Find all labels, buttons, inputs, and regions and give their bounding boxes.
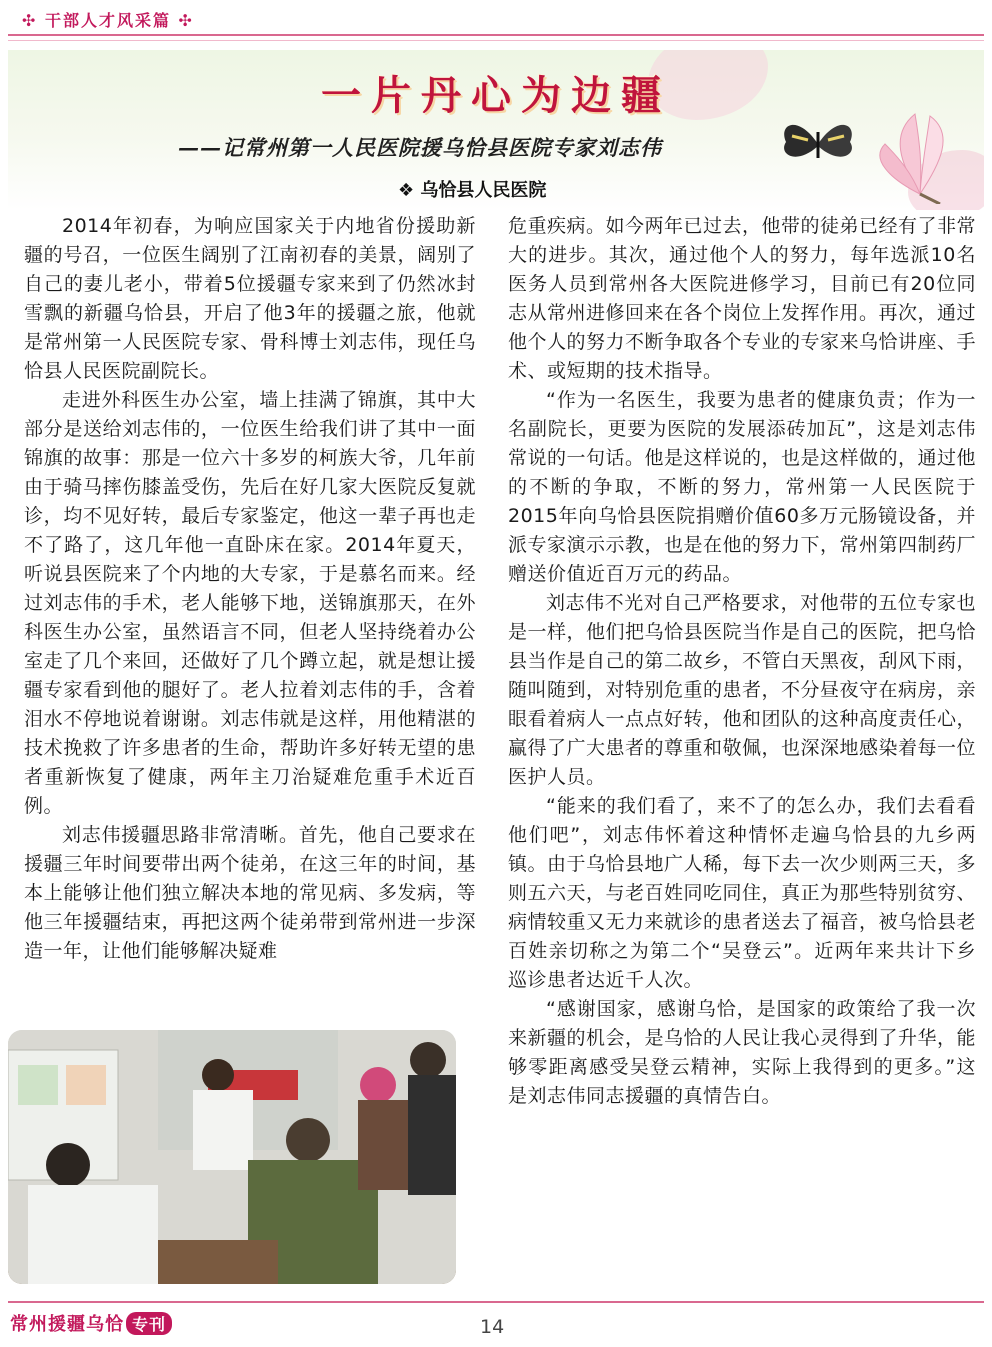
magnolia-icon [860, 104, 980, 204]
magazine-title [10, 1310, 172, 1336]
paragraph: “作为一名医生，我要为患者的健康负责；作为一名副院长，更要为医院的发展添砖加瓦”，这是刘志伟常说的一句话。他是这样说的，也是这样做的，通过他的不断的争取，不断的努力，常州第一人民医院于2015年向乌恰县医院捐赠价值60多万元肠镜设备，并派专家演示示教，也是在他的努力下，常州第四制药厂赠送价值近百万元的药品。 [508, 389, 977, 585]
article-subtitle: ——记常州第一人民医院援乌恰县医院专家刘志伟 [178, 135, 662, 160]
paragraph-continuation: 危重疾病。如今两年已过去，他带的徒弟已经有了非常大的进步。其次，通过他个人的努力，每年选派10名医务人员到常州各大医院进修学习，目前已有20位同志从常州进修回来在各个岗位上发挥作用。再次，通过他个人的努力不断争取各个专业的专家来乌恰讲座、手术、或短期的技术指导。 [508, 215, 977, 382]
footer-divider [8, 1301, 984, 1303]
paragraph: 走进外科医生办公室，墙上挂满了锦旗，其中大部分是送给刘志伟的，一位医生给我们讲了其中一面锦旗的故事：那是一位六十多岁的柯族大爷，几年前由于骑马摔伤膝盖受伤，先后在好几家大医院反复就诊，均不见好转，最后专家鉴定，他这一辈子再也走不了路了，这几年他一直卧床在家。2014年夏天，听说县医院来了个内地的大专家，于是慕名而来。经过刘志伟的手术，老人能够下地，送锦旗那天，在外科医生办公室，虽然语言不同，但老人坚持绕着办公室走了几个来回，还做好了几个蹲立起，就是想让援疆专家看到他的腿好了。老人拉着刘志伟的手，含着泪水不停地说着谢谢。刘志伟就是这样，用他精湛的技术挽救了许多患者的生命，帮助许多好转无望的患者重新恢复了健康，两年主刀治疑难危重手术近百例。 [24, 389, 476, 817]
section-label: ✣ 干部人才风采篇 ✣ [22, 11, 194, 30]
article-photo [8, 1030, 456, 1284]
paragraph: 刘志伟援疆思路非常清晰。首先，他自己要求在援疆三年时间要带出两个徒弟，在这三年的时间，基本上能够让他们独立解决本地的常见病、多发病，等他三年援疆结束，再把这两个徒弟带到常州进一步深造一年，让他们能够解决疑难 [24, 824, 476, 962]
article-title: 一片丹心为边疆 [321, 72, 671, 119]
magazine-name: 常州援疆乌恰 [10, 1314, 124, 1335]
left-column [24, 212, 476, 966]
paragraph: “感谢国家，感谢乌恰，是国家的政策给了我一次来新疆的机会，是乌恰的人民让我心灵得到了升华，能够零距离感受吴登云精神，实际上我得到的更多。”这是刘志伟同志援疆的真情告白。 [508, 998, 977, 1107]
paragraph: “能来的我们看了，来不了的怎么办，我们去看看他们吧”，刘志伟怀着这种情怀走遍乌恰县的九乡两镇。由于乌恰县地广人稀，每下去一次少则两三天，多则五六天，与老百姓同吃同住，真正为那些特别贫穷、病情较重又无力来就诊的患者送去了福音，被乌恰县老百姓亲切称之为第二个“吴登云”。近两年来共计下乡巡诊患者达近千人次。 [508, 795, 977, 991]
paragraph: 2014年初春，为响应国家关于内地省份援助新疆的号召，一位医生阔别了江南初春的美景，阔别了自己的妻儿老小，带着5位援疆专家来到了仍然冰封雪飘的新疆乌恰县，开启了他3年的援疆之旅，他就是常州第一人民医院专家、骨科博士刘志伟，现任乌恰县人民医院副院长。 [24, 215, 476, 382]
header-divider-thin [8, 40, 984, 41]
title-banner [8, 50, 984, 210]
special-issue-badge: 专刊 [126, 1312, 172, 1335]
butterfly-icon [778, 114, 858, 174]
right-column [508, 212, 976, 1111]
page-number: 14 [480, 1316, 505, 1338]
paragraph: 刘志伟不光对自己严格要求，对他带的五位专家也是一样，他们把乌恰县医院当作是自己的医院，把乌恰县当作是自己的第二故乡，不管白天黑夜，刮风下雨，随叫随到，对特别危重的患者，不分昼夜守在病房，亲眼看着病人一点点好转，他和团队的这种高度责任心，赢得了广大患者的尊重和敬佩，也深深地感染着每一位医护人员。 [508, 592, 977, 788]
header-divider [8, 34, 984, 36]
article-byline: ❖ 乌恰县人民医院 [398, 180, 547, 201]
